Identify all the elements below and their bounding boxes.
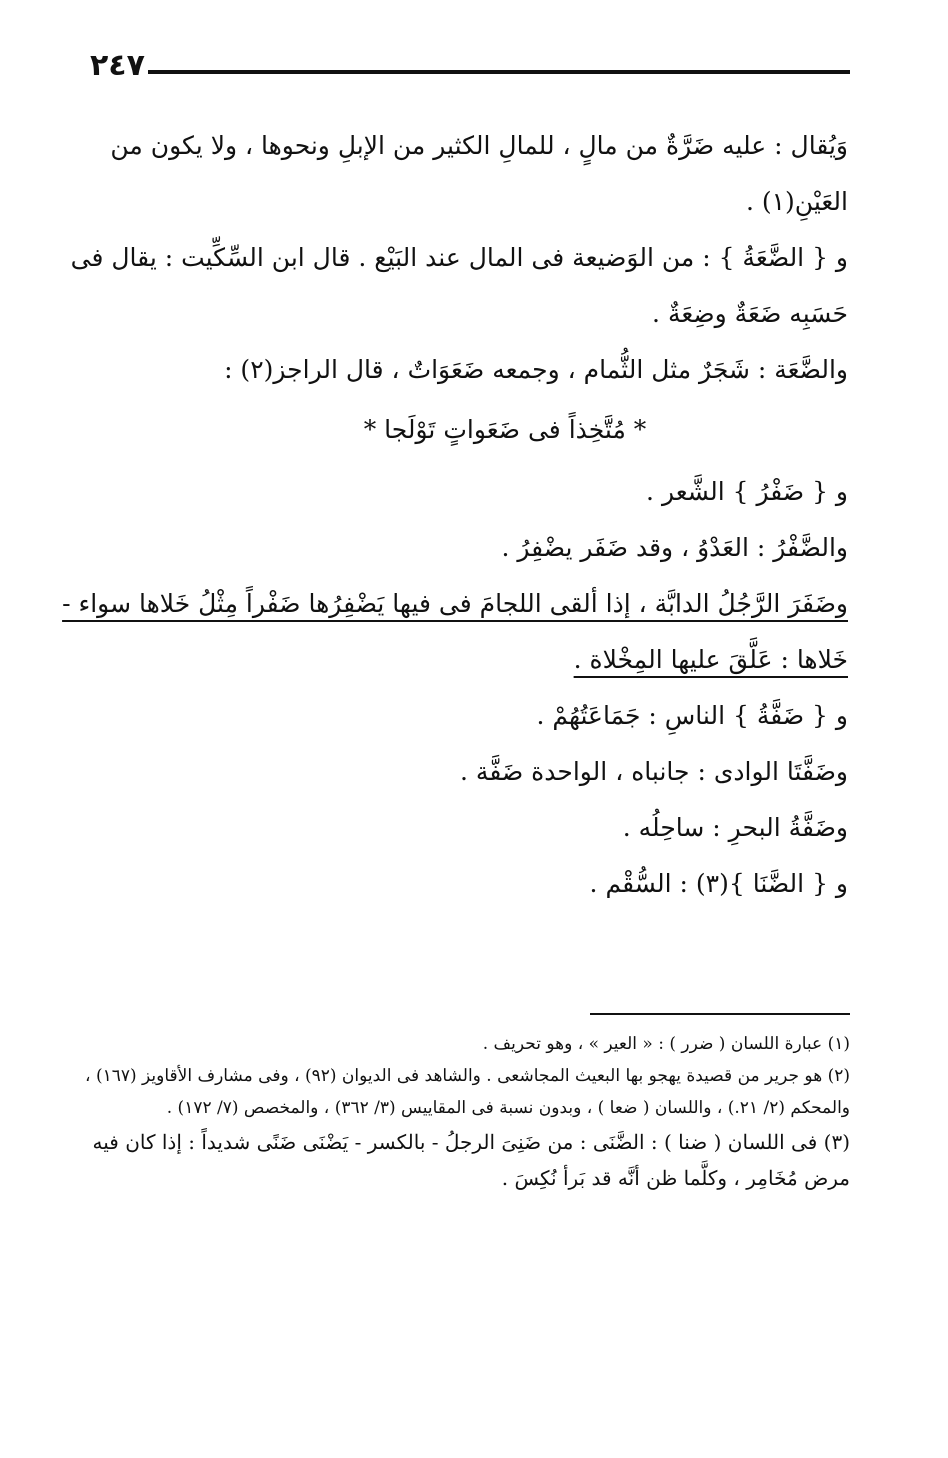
- paragraph: و { ضَفْرُ } الشَّعر .: [646, 477, 848, 506]
- footnote: (٢) هو جرير من قصيدة يهجو بها البعيث المجاشعى . والشاهد فى الديوان (٩٢) ، وفى مشارف الأقاويز (١٦٧) ، والمحكم (٢/ ٢١.) ، واللسان ( ضعا ) ، وبدون نسبة فى المقاييس (٣/ ٣٦٢) ، والمخصص (٧/ ١٧٢) .: [85, 1066, 850, 1118]
- footnote-rule: [590, 1013, 850, 1015]
- paragraph: وضَفَّتَا الوادى : جانباه ، الواحدة ضَفَّة .: [460, 757, 848, 786]
- paragraph: وضَفَرَ الرَّجُلُ الدابَّة ، إذا ألقى اللجامَ فى فيها يَضْفِرُها ضَفْراً مِثْلُ خَلاها سواء - خَلاها : عَلَّقَ عليها المِخْلاة .: [62, 589, 848, 674]
- footnotes: [60, 1028, 850, 1196]
- paragraph: وَيُقال : عليه ضَرَّةٌ من مالٍ ، للمالِ الكثير من الإبلِ ونحوها ، ولا يكون من العَيْنِ(١) .: [110, 131, 848, 216]
- header-rule: [148, 70, 850, 74]
- paragraph: والضَّفْرُ : العَدْوُ ، وقد ضَفَر يضْفِرُ .: [501, 533, 848, 562]
- verse-line: * مُتَّخِذاً فى ضَعَواتٍ تَوْلَجا *: [363, 415, 647, 444]
- footnote: (١) عبارة اللسان ( ضرر ) : « العير » ، وهو تحريف .: [482, 1034, 850, 1054]
- paragraph: والضَّعَة : شَجَرٌ مثل الثُّمام ، وجمعه ضَعَوَاتٌ ، قال الراجز(٢) :: [224, 355, 848, 384]
- footnote: (٣) فى اللسان ( ضنا ) : الضَّنَى : من ضَنِىَ الرجلُ - بالكسر - يَضْنَى ضَنًى شديداً : إذا كان فيه مرض مُخَامِر ، وكلَّما ظن أنَّه قد بَرأ نُكِسَ .: [92, 1130, 850, 1190]
- paragraph: و { ضَفَّةُ } الناسِ : جَمَاعَتُهُمْ .: [536, 701, 848, 730]
- page-number: ٢٤٧: [90, 48, 145, 83]
- paragraph: وضَفَّةُ البحرِ : ساحِلُه .: [622, 813, 848, 842]
- paragraph: و { الضَّنَا }(٣) : السُّقْم .: [589, 869, 848, 898]
- paragraph: و { الضَّعَةُ } : من الوَضيعة فى المال عند البَيْع . قال ابن السِّكِّيت : يقال فى حَسَبِه ضَعَةٌ وضِعَةٌ .: [70, 243, 848, 328]
- main-text: [52, 118, 848, 912]
